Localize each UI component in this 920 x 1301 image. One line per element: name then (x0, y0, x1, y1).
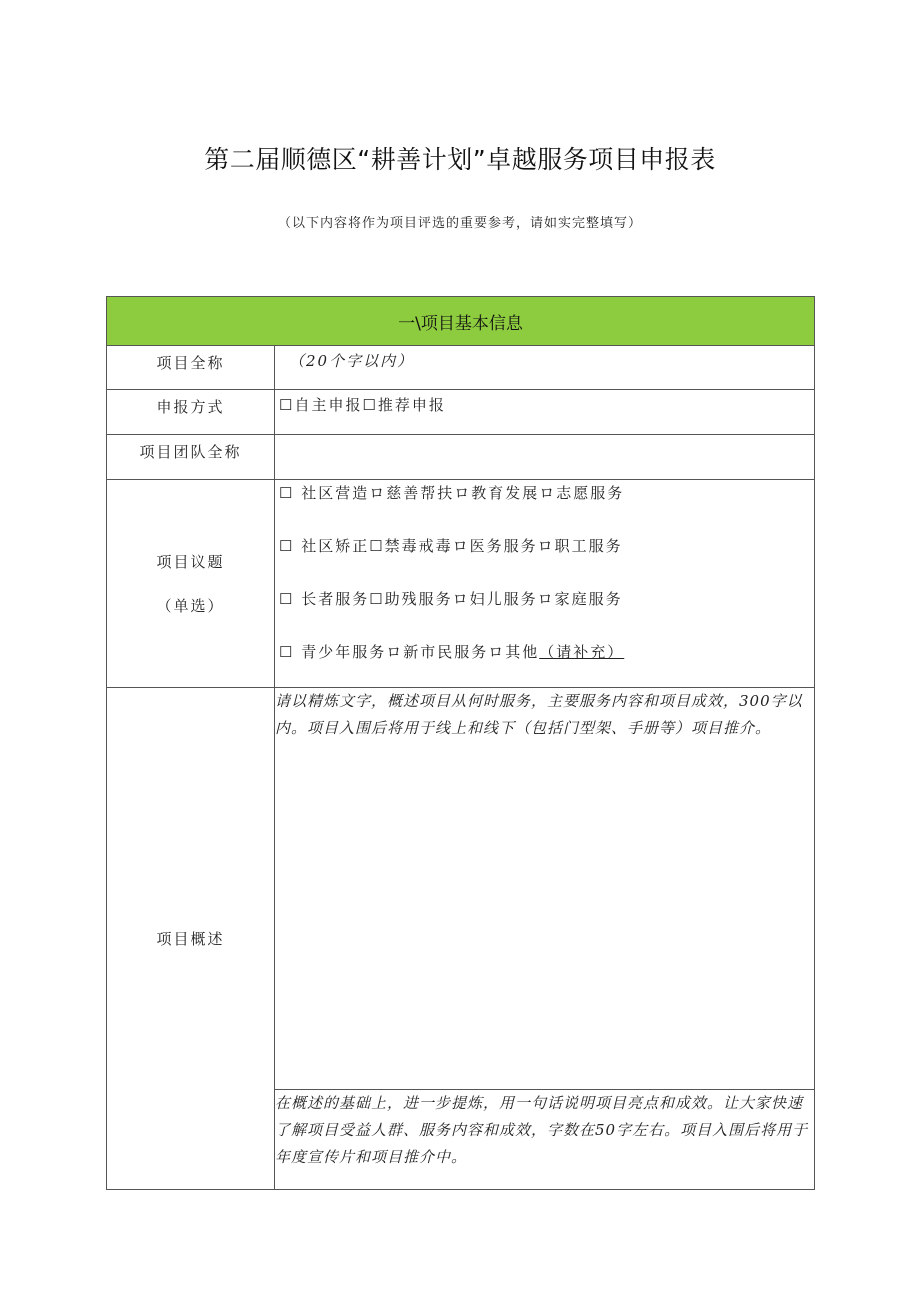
other-fill-in[interactable]: （请补充） (539, 643, 625, 661)
topic-option-row-3[interactable]: ☐ 长者服务☐助残服务ロ妇儿服务ロ家庭服务 (279, 590, 623, 608)
project-name-field[interactable]: （20个字以内） (275, 346, 815, 390)
topic-option-row-1[interactable]: ☐ 社区营造ロ慈善帮扶ロ教育发展ロ志愿服务 (279, 484, 625, 502)
apply-method-label: 申报方式 (107, 390, 275, 435)
form-subtitle: （以下内容将作为项目评选的重要参考，请如实完整填写） (277, 216, 642, 231)
topic-options (275, 480, 815, 688)
form-title: 第二届顺德区“耕善计划”卓越服务项目申报表 (204, 145, 716, 174)
highlight-field[interactable]: 在概述的基础上，进一步提炼，用一句话说明项目亮点和成效。让大家快速了解项目受益人群、服务内容和成效，字数在50字左右。项目入围后将用于年度宣传片和项目推介中。 (275, 1090, 815, 1190)
team-name-label: 项目团队全称 (107, 435, 275, 480)
application-form-table (106, 296, 815, 1190)
section-header-basic-info: 一\项目基本信息 (107, 297, 815, 346)
topic-label: 项目议题 (156, 552, 225, 571)
overview-label: 项目概述 (107, 688, 275, 1190)
topic-sublabel: （单选） (156, 596, 225, 615)
topic-option-row-4-text: ☐ 青少年服务ロ新市民服务ロ其他 (279, 643, 540, 661)
team-name-field[interactable] (275, 435, 815, 480)
topic-option-row-2[interactable]: ☐ 社区矫正☐禁毒戒毒ロ医务服务ロ职工服务 (279, 537, 623, 555)
project-name-label: 项目全称 (107, 346, 275, 390)
apply-method-options[interactable]: ☐自主申报☐推荐申报 (275, 390, 815, 435)
topic-option-row-4[interactable] (275, 639, 814, 687)
topic-label-cell (107, 480, 275, 688)
overview-field[interactable]: 请以精炼文字，概述项目从何时服务，主要服务内容和项目成效，300字以内。项目入围后将用于线上和线下（包括门型架、手册等）项目推介。 (275, 688, 815, 1090)
